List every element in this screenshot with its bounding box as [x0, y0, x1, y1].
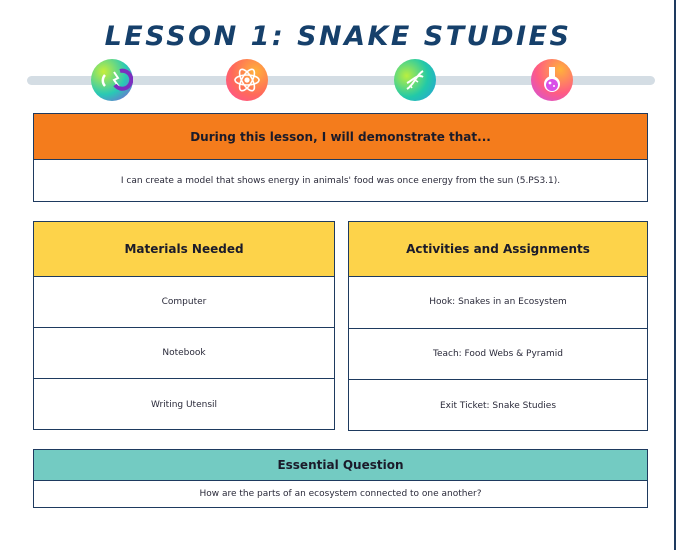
- materials-box: [33, 221, 335, 430]
- activity-item-exit-ticket: Exit Ticket: Snake Studies: [439, 400, 557, 411]
- objective-box: [33, 113, 648, 202]
- materials-item-writing-utensil: Writing Utensil: [150, 399, 218, 410]
- magnet-icon: [91, 59, 133, 101]
- activity-item-hook: Hook: Snakes in an Ecosystem: [349, 277, 647, 329]
- objective-header: During this lesson, I will demonstrate that...: [34, 114, 647, 160]
- materials-header: Materials Needed: [34, 222, 334, 277]
- objective-text: I can create a model that shows energy in animals' food was once energy from the sun (5.PS3.1).: [120, 175, 561, 186]
- activities-box: [348, 221, 648, 431]
- activities-header: Activities and Assignments: [349, 222, 647, 277]
- essential-question-box: [33, 449, 648, 508]
- essential-question-text: How are the parts of an ecosystem connected to one another?: [199, 489, 482, 499]
- materials-item-computer: Computer: [34, 277, 334, 328]
- activity-item-teach: Teach: Food Webs & Pyramid: [349, 329, 647, 381]
- materials-item-notebook: Notebook: [34, 328, 334, 379]
- essential-question-header: Essential Question: [34, 450, 647, 481]
- flask-icon: [531, 59, 573, 101]
- atom-icon: [226, 59, 268, 101]
- page-title: LESSON 1: SNAKE STUDIES: [104, 21, 572, 52]
- dna-icon: [394, 59, 436, 101]
